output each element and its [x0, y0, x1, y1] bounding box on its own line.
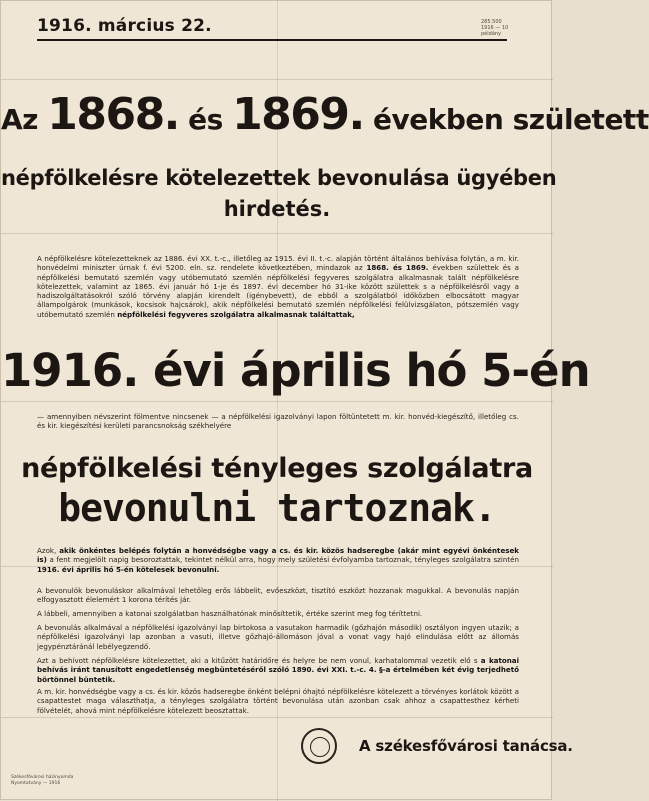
para-text: Azok, [37, 546, 57, 555]
para-text: a fent megjelölt napig besoroztattak, tekintet nélkül arra, hogy mely születési évfolyamba tartoznak, tényleges szolgálatra szintén [49, 555, 519, 565]
duty-line-2: bevonulni tartoznak. [58, 486, 496, 530]
subtitle: népfölkelésre kötelezettek bevonulása ügyében [1, 166, 557, 190]
intro-text: A népfölkelésre kötelezetteknek az 1886. évi XX. t.-c., illetőleg az 1915. évi II. t.-c. alapján történt általános behívása folytán, a m. kir. honvédelmi miniszter úrnak f. évi 5200. eln. sz. rendelete következtében, mindazok az [37, 254, 519, 273]
intro-paragraph [37, 254, 519, 319]
volunteer-paragraph [37, 546, 519, 574]
unit-choice-paragraph: A m. kir. honvédségbe vagy a cs. és kir. közös hadseregbe önként belépni óhajtó népfölkelésre kötelezett a törvényes korlátok között a csapattestet maga választhatja, a tényleges szolgálatra történt bevonulása után azonban csak ahhoz a csapattesthez kérheti fölvételét, ahová mint népfölkelésre kötelezett beosztattak. [37, 687, 519, 715]
deadline-date: 1916. évi április hó 5-én [1, 344, 590, 397]
title-prefix: Az [1, 103, 38, 136]
condition-paragraph: — amennyiben névszerint fölmentve nincsenek — a népfölkelési igazolványi lapon föltüntetett m. kir. honvéd-kiegészítő, illetőleg cs. és kir. kiegészítési kerületi parancsnokság székhelyére [37, 412, 519, 431]
intro-text: években születtek és a népfölkelési bemutató szemlén vagy utóbemutató szemlén népfölkelési fegyveres szolgálatra alkalmasnak talált népfölkelésre kötelezettek, valamint az 1865. évi január hó 1-je és 1897. évi december hó 31-ike között születtek s a népfölkelésről vagy a hadiszolgáltatásokról szóló törvény alapján kirendelt (igénybevett), de ebből a szolgálatból időközben elbocsátott magyar állampolgárok (munkások, kocsisok hajcsárok), akik népfölkelési bemutató szemlén népfölkelési felülvizsgálaton, pótszemlén vagy utóbemutató szemlén [37, 263, 519, 319]
title-year-1869: 1869. [232, 89, 364, 140]
footwear-paragraph: A lábbeli, amennyiben a katonai szolgálatban használhatónak minősíttetik, értéke szerint meg fog téríttetni. [37, 609, 423, 618]
para-emphasis: a katonai behívás iránt tanusított engedetlenség megbüntetéséről szóló 1890. évi XXI. t.-c. 4. §-a értelmében két évig terjedhető börtönnel büntetik. [37, 656, 519, 684]
imprint-line: Székesfővárosi házinyomda [11, 775, 74, 780]
title-conjunction: és [188, 103, 223, 136]
print-reference [481, 19, 508, 37]
printer-imprint [11, 775, 131, 787]
imprint-line: Nyomtatvány — 1916 [11, 781, 61, 786]
penalty-paragraph [37, 656, 519, 684]
duty-line-1: népfölkelési tényleges szolgálatra [21, 453, 533, 484]
title-year-1868: 1868. [47, 89, 179, 140]
para-text: Azt a behívott népfölkelésre kötelezettet, aki a kitűzött határidőre és helyre be nem vonul, karhatalommal vezetik elő s [37, 656, 478, 665]
heading: hirdetés. [223, 197, 331, 221]
para-emphasis: 1916. évi április hó 5-én kötelesek bevonulni. [37, 564, 220, 574]
intro-years: 1868. és 1869. [366, 263, 429, 273]
city-seal-icon [301, 728, 337, 764]
signature: A székesfővárosi tanácsa. [359, 737, 573, 755]
print-ref-line: 1916 — 10 [481, 25, 509, 31]
poster-date: 1916. március 22. [37, 16, 212, 36]
para-emphasis: akik önkéntes belépés folytán a honvédségbe vagy a cs. és kir. közös hadseregbe (akár mint egyévi önkéntesek is) [37, 546, 520, 565]
travel-paragraph: A bevonulás alkalmával a népfölkelési igazolványi lap birtokosa a vasutakon harmadik (gőzhajón második) osztályon ingyen utazik; a népfölkelési igazolványi lap azonban a vasuti, illetve gőzhajó-állomáson jóval a vonat vagy hajó elindulása előtt az állomás jegypénztáránál lebélyegzendő. [37, 623, 519, 651]
print-ref-line: példány [481, 31, 502, 37]
main-title [1, 89, 649, 140]
equipment-paragraph: A bevonulók bevonuláskor alkalmával lehetőleg erős lábbelit, evőeszközt, tisztító eszközt hozzanak magukkal. A bevonulás napján elfogyasztott élelemért 1 korona térítés jár. [37, 586, 519, 605]
title-suffix: években született [373, 103, 649, 136]
date-underline [37, 39, 507, 41]
intro-emphasis: népfölkelési fegyveres szolgálatra alkalmasnak találtattak, [117, 309, 355, 319]
print-ref-line: 285.500 [481, 19, 502, 25]
